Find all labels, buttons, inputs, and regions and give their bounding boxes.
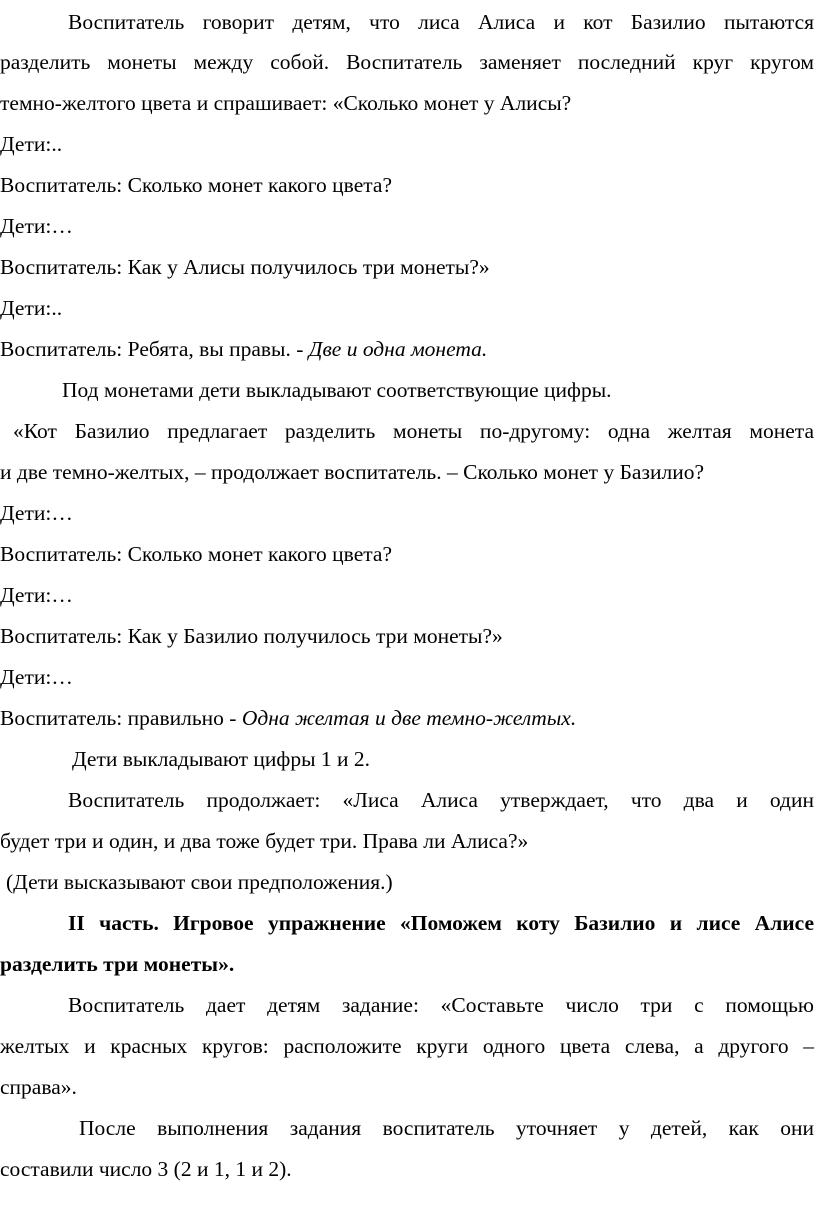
section-heading: II часть. Игровое упражнение «Поможем коту Базилио и лисе Алисе	[68, 911, 814, 935]
italic-answer: Две и одна монета.	[308, 337, 488, 361]
dialogue-line	[0, 334, 816, 364]
paragraph-line: составили число 3 (2 и 1, 1 и 2).	[0, 1157, 292, 1181]
paragraph-line: Под монетами дети выкладывают соответствующие цифры.	[62, 378, 612, 402]
dialogue-line: Дети:…	[0, 665, 73, 689]
paragraph-line: Воспитатель говорит детям, что лиса Алиса и кот Базилио пытаются	[68, 10, 814, 34]
paragraph-line: После выполнения задания воспитатель уточняет у детей, как они	[79, 1116, 814, 1140]
paragraph-line: разделить монеты между собой. Воспитатель заменяет последний круг кругом	[0, 50, 814, 74]
paragraph-line: Дети выкладывают цифры 1 и 2.	[72, 747, 371, 771]
paragraph-line: справа».	[0, 1075, 77, 1099]
dialogue-line: Дети:..	[0, 132, 63, 156]
dialogue-line: Дети:…	[0, 214, 73, 238]
line-text: Воспитатель: Ребята, вы правы. -	[0, 337, 309, 361]
dialogue-line: Воспитатель: Сколько монет какого цвета?	[0, 542, 392, 566]
paragraph-line: и две темно-желтых, – продолжает воспитатель. – Сколько монет у Базилио?	[0, 460, 704, 484]
paragraph-line: темно-желтого цвета и спрашивает: «Сколько монет у Алисы?	[0, 91, 572, 115]
dialogue-line: Воспитатель: Как у Базилио получилось три монеты?»	[0, 624, 503, 648]
dialogue-line: Дети:…	[0, 583, 73, 607]
dialogue-line	[0, 703, 816, 733]
section-heading: разделить три монеты».	[0, 952, 235, 976]
paragraph-line: будет три и один, и два тоже будет три. Права ли Алиса?»	[0, 829, 529, 853]
paragraph-line: «Кот Базилио предлагает разделить монеты по-другому: одна желтая монета	[13, 419, 814, 443]
line-text: Воспитатель: правильно -	[0, 706, 242, 730]
paragraph-line: Воспитатель продолжает: «Лиса Алиса утверждает, что два и один	[68, 788, 814, 812]
dialogue-line: Дети:…	[0, 501, 73, 525]
dialogue-line: Дети:..	[0, 296, 63, 320]
paragraph-line: желтых и красных кругов: расположите круги одного цвета слева, а другого –	[0, 1034, 814, 1058]
paragraph-line: Воспитатель дает детям задание: «Составьте число три с помощью	[68, 993, 814, 1017]
paragraph-line: (Дети высказывают свои предположения.)	[6, 870, 393, 894]
italic-answer: Одна желтая и две темно-желтых.	[241, 706, 577, 730]
dialogue-line: Воспитатель: Сколько монет какого цвета?	[0, 173, 392, 197]
dialogue-line: Воспитатель: Как у Алисы получилось три монеты?»	[0, 255, 490, 279]
